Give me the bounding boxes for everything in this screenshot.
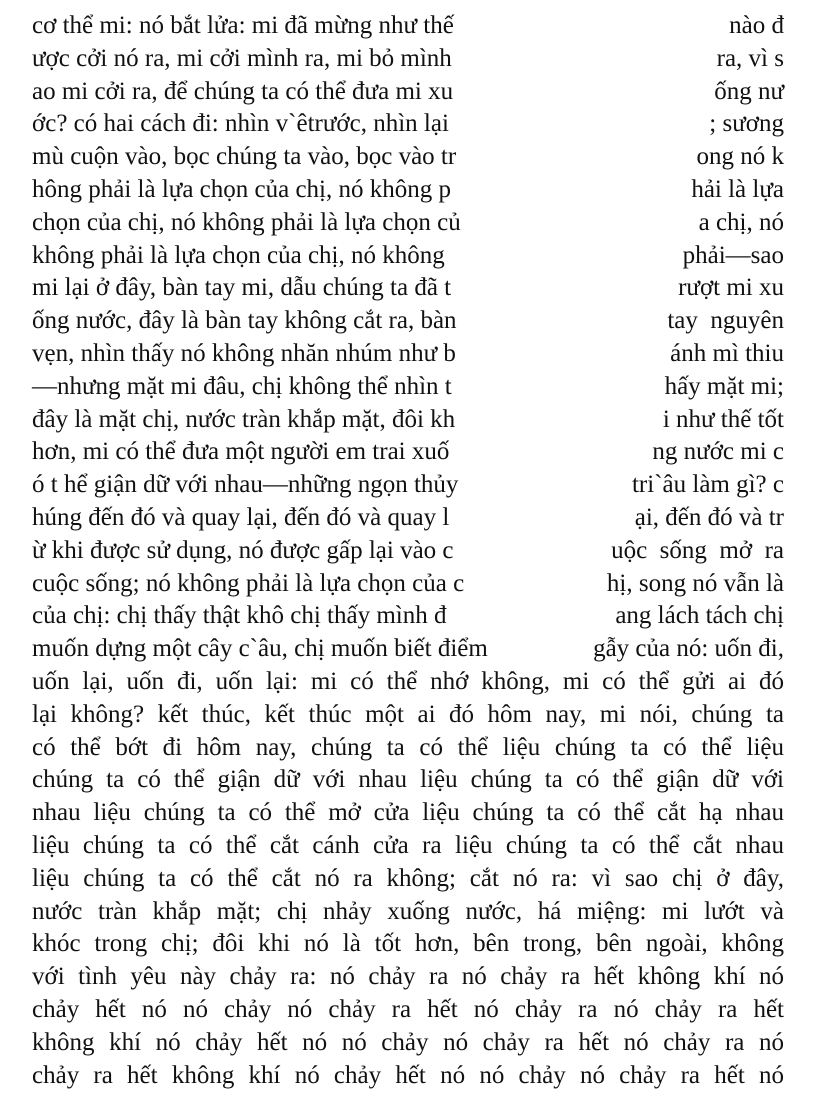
text-line — [32, 272, 784, 305]
text-line-right-segment: gẫy của nó: uốn đi, — [593, 635, 784, 663]
text-line-left-segment: ống nước, đây là bàn tay không cắt ra, bàn — [32, 307, 457, 335]
text-line-right-segment: hải là lựa — [691, 176, 784, 203]
text-line-right-segment: uộc sống mở ra — [611, 536, 784, 564]
text-line-right-segment: ; sương — [709, 110, 784, 138]
text-line-full: chảy ra hết không khí nó chảy hết nó nó chảy nó chảy ra hết nó — [32, 1061, 784, 1089]
text-line — [32, 305, 784, 338]
text-line-left-segment: của chị: chị thấy thật khô chị thấy mình đ — [32, 602, 447, 630]
text-line-left-segment: hông phải là lựa chọn của chị, nó không p — [32, 176, 452, 203]
text-line — [32, 732, 784, 765]
text-line-left-segment: ừ khi được sử dụng, nó được gấp lại vào c — [32, 536, 454, 564]
text-line-left-segment: ao mi cởi ra, để chúng ta có thể đưa mi xu — [32, 77, 454, 105]
text-line-full: nhau liệu chúng ta có thể mở cửa liệu chúng ta có thể cắt hạ nhau — [32, 799, 784, 827]
text-line-left-segment: húng đến đó và quay lại, đến đó và quay l — [32, 504, 450, 531]
text-line-left-segment: —nhưng mặt mi đâu, chị không thể nhìn t — [32, 372, 452, 400]
text-line-right-segment: a chị, nó — [698, 208, 784, 236]
text-line — [32, 108, 784, 141]
text-line-full: có thể bớt đi hôm nay, chúng ta có thể liệu chúng ta có thể liệu — [32, 733, 784, 761]
text-line-right-segment: ại, đến đó và tr — [634, 504, 784, 531]
text-line-full: liệu chúng ta có thể cắt nó ra không; cắt nó ra: vì sao chị ở đây, — [32, 864, 784, 892]
text-line — [32, 469, 784, 502]
text-line-full: chúng ta có thể giận dữ với nhau liệu chúng ta có thể giận dữ với — [32, 766, 784, 794]
text-line-full: lại không? kết thúc, kết thúc một ai đó hôm nay, mi nói, chúng ta — [32, 700, 784, 728]
text-line — [32, 666, 784, 699]
text-line — [32, 174, 784, 207]
text-line-right-segment: tri`âu làm gì? c — [631, 471, 784, 499]
text-line-left-segment: ớc? có hai cách đi: nhìn v`êtrước, nhìn lại — [32, 110, 449, 138]
text-line-right-segment: ong nó k — [696, 143, 784, 171]
text-line — [32, 10, 784, 43]
text-line-left-segment: vẹn, nhìn thấy nó không nhăn nhúm như b — [32, 340, 456, 367]
text-line-right-segment: hị, song nó vẫn là — [606, 569, 784, 597]
text-line-full: chảy hết nó nó chảy nó chảy ra hết nó chảy ra nó chảy ra hết — [32, 996, 784, 1023]
text-line-full: uốn lại, uốn đi, uốn lại: mi có thể nhớ không, mi có thể gửi ai đó — [32, 668, 784, 695]
text-line — [32, 863, 784, 896]
text-line-right-segment: nào đ — [729, 12, 784, 39]
text-line — [32, 961, 784, 994]
text-line — [32, 994, 784, 1027]
text-line — [32, 371, 784, 404]
text-line — [32, 797, 784, 830]
text-line — [32, 76, 784, 109]
text-line — [32, 699, 784, 732]
text-line — [32, 502, 784, 535]
text-line-right-segment: ng nước mi c — [652, 438, 784, 466]
text-line — [32, 207, 784, 240]
text-line — [32, 830, 784, 863]
text-line-full: khóc trong chị; đôi khi nó là tốt hơn, bên trong, bên ngoài, không — [32, 930, 784, 958]
text-line — [32, 896, 784, 929]
text-line-right-segment: ra, vì s — [716, 44, 784, 72]
text-line — [32, 764, 784, 797]
text-line-full: không khí nó chảy hết nó nó chảy nó chảy ra hết nó chảy ra nó — [32, 1028, 784, 1056]
text-line-left-segment: cuộc sống; nó không phải là lựa chọn của c — [32, 569, 465, 597]
text-line — [32, 633, 784, 666]
text-line-full: với tình yêu này chảy ra: nó chảy ra nó chảy ra hết không khí nó — [32, 963, 784, 991]
text-line — [32, 568, 784, 601]
text-line — [32, 338, 784, 371]
text-line — [32, 436, 784, 469]
text-line-right-segment: ánh mì thiu — [670, 340, 784, 367]
text-line-right-segment: ang lách tách chị — [615, 602, 784, 630]
text-line-left-segment: mi lại ở đây, bàn tay mi, dẫu chúng ta đã t — [32, 274, 452, 302]
text-line-left-segment: đây là mặt chị, nước tràn khắp mặt, đôi kh — [32, 405, 456, 433]
text-line-left-segment: hơn, mi có thể đưa một người em trai xuố — [32, 438, 450, 466]
text-line — [32, 141, 784, 174]
text-line — [32, 240, 784, 273]
text-line-left-segment: chọn của chị, nó không phải là lựa chọn củ — [32, 208, 461, 236]
text-line-left-segment: không phải là lựa chọn của chị, nó không — [32, 241, 445, 269]
text-line — [32, 43, 784, 76]
text-line-left-segment: ó t hể giận dữ với nhau—những ngọn thủy — [32, 471, 459, 499]
text-line — [32, 1027, 784, 1060]
text-line-right-segment: tay nguyên — [667, 307, 784, 335]
text-line-left-segment: mù cuộn vào, bọc chúng ta vào, bọc vào tr — [32, 143, 457, 171]
text-line — [32, 928, 784, 961]
text-line — [32, 535, 784, 568]
text-line-left-segment: muốn dựng một cây c`âu, chị muốn biết điểm — [32, 635, 488, 663]
text-line-right-segment: ống nư — [714, 77, 784, 105]
text-line-full: nước tràn khắp mặt; chị nhảy xuống nước, há miệng: mi lướt và — [32, 897, 784, 925]
text-line-left-segment: ược cởi nó ra, mi cởi mình ra, mi bỏ mình — [32, 44, 452, 72]
text-line-right-segment: i như thế tốt — [662, 405, 784, 433]
text-line — [32, 1060, 784, 1093]
text-line-right-segment: rượt mi xu — [678, 274, 784, 302]
text-line-left-segment: cơ thể mi: nó bắt lửa: mi đã mừng như thế — [32, 12, 454, 39]
text-line-full: liệu chúng ta có thể cắt cánh cửa ra liệu chúng ta có thể cắt nhau — [32, 832, 784, 859]
text-line-right-segment: phải—sao — [682, 241, 784, 269]
text-line — [32, 404, 784, 437]
text-line-right-segment: hấy mặt mi; — [664, 372, 784, 400]
text-line — [32, 600, 784, 633]
